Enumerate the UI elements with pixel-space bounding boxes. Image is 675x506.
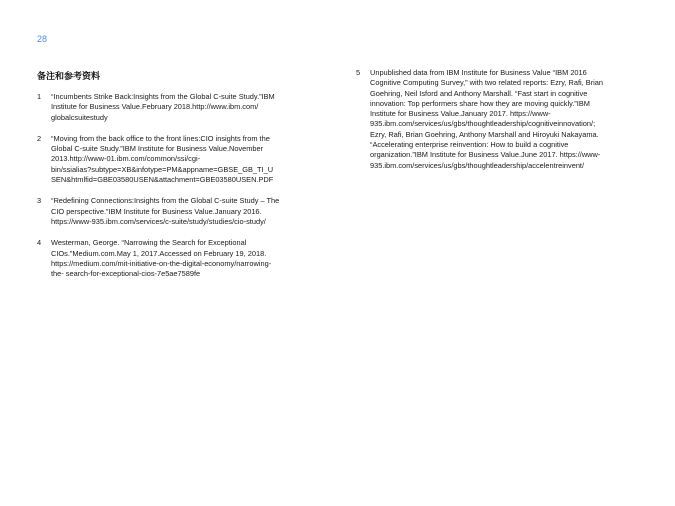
note-line: https://www-935.ibm.com/services/c-suite/study/studies/cio-study/ bbox=[51, 216, 266, 226]
note-number: 4 bbox=[37, 238, 42, 248]
note-number: 2 bbox=[37, 133, 42, 143]
note-text bbox=[51, 196, 312, 227]
note-line: organization.”IBM Institute for Business Value.June 2017. https://www- bbox=[370, 150, 601, 160]
note-line: Goehring, Neil Isford and Anthony Marshall. “Fast start in cognitive bbox=[370, 88, 588, 98]
reference-note-2 bbox=[37, 134, 312, 185]
note-line: bin/ssialias?subtype=XB&infotype=PM&appname=GBSE_GB_TI_U bbox=[51, 164, 274, 174]
reference-note-4 bbox=[37, 238, 312, 279]
note-line: 2013.http://www-01.ibm.com/common/ssi/cgi- bbox=[51, 154, 201, 164]
note-text bbox=[51, 92, 312, 123]
notes-column-right bbox=[356, 68, 636, 182]
note-line: Institute for Business Value.February 2018.http://www.ibm.com/ bbox=[51, 102, 259, 112]
note-line: Institute for Business Value.January 2017. https://www- bbox=[370, 109, 551, 119]
note-number: 3 bbox=[37, 196, 42, 206]
note-line: 935.ibm.com/services/us/gbs/thoughtleadership/cognitiveinnovation/; bbox=[370, 119, 596, 129]
note-line: Ezry, Rafi, Brian Goehring, Anthony Marshall and Hiroyuki Nakayama. bbox=[370, 129, 599, 139]
note-number: 5 bbox=[356, 68, 361, 77]
page-number: 28 bbox=[37, 34, 48, 44]
note-text bbox=[51, 238, 312, 279]
note-number: 1 bbox=[37, 92, 42, 101]
note-line: globalcsuitestudy bbox=[51, 112, 108, 122]
reference-note-5 bbox=[356, 68, 636, 171]
note-line: “Redefining Connections:Insights from the Global C-suite Study – The bbox=[51, 196, 280, 206]
note-line: Cognitive Computing Survey,” with two related reports: Ezry, Rafi, Brian bbox=[370, 78, 604, 88]
note-line: Westerman, George. “Narrowing the Search for Exceptional bbox=[51, 238, 247, 248]
note-line: Unpublished data from IBM Institute for Business Value “IBM 2016 bbox=[370, 68, 587, 77]
section-title: 备注和参考资料 bbox=[37, 71, 101, 81]
note-line: “Accelerating enterprise reinvention: How to build a cognitive bbox=[370, 140, 569, 150]
reference-note-3 bbox=[37, 196, 312, 227]
note-line: innovation: Top performers share how they are moving quickly.”IBM bbox=[370, 98, 590, 108]
note-line: “Incumbents Strike Back:Insights from the Global C-suite Study.”IBM bbox=[51, 92, 275, 101]
reference-note-1 bbox=[37, 92, 312, 123]
note-line: SEN&htmlfid=GBE03580USEN&attachment=GBE03580USEN.PDF bbox=[51, 175, 274, 185]
note-text bbox=[51, 134, 312, 185]
notes-column-left bbox=[37, 92, 312, 290]
note-text bbox=[370, 68, 636, 171]
note-line: “Moving from the back office to the front lines:CIO insights from the bbox=[51, 133, 270, 143]
note-line: the- search-for-exceptional-cios-7e5ae7589fe bbox=[51, 269, 201, 279]
note-line: CIO perspective.”IBM Institute for Business Value.January 2016. bbox=[51, 206, 262, 216]
note-line: Global C-suite Study.”IBM Institute for Business Value.November bbox=[51, 144, 264, 154]
note-line: CIOs.”Medium.com.May 1, 2017.Accessed on February 19, 2018. bbox=[51, 248, 267, 258]
note-line: 935.ibm.com/services/us/gbs/thoughtleadership/accelentreinvent/ bbox=[370, 160, 585, 170]
note-line: https://medium.com/mit-initiative-on-the-digital-economy/narrowing- bbox=[51, 258, 272, 268]
